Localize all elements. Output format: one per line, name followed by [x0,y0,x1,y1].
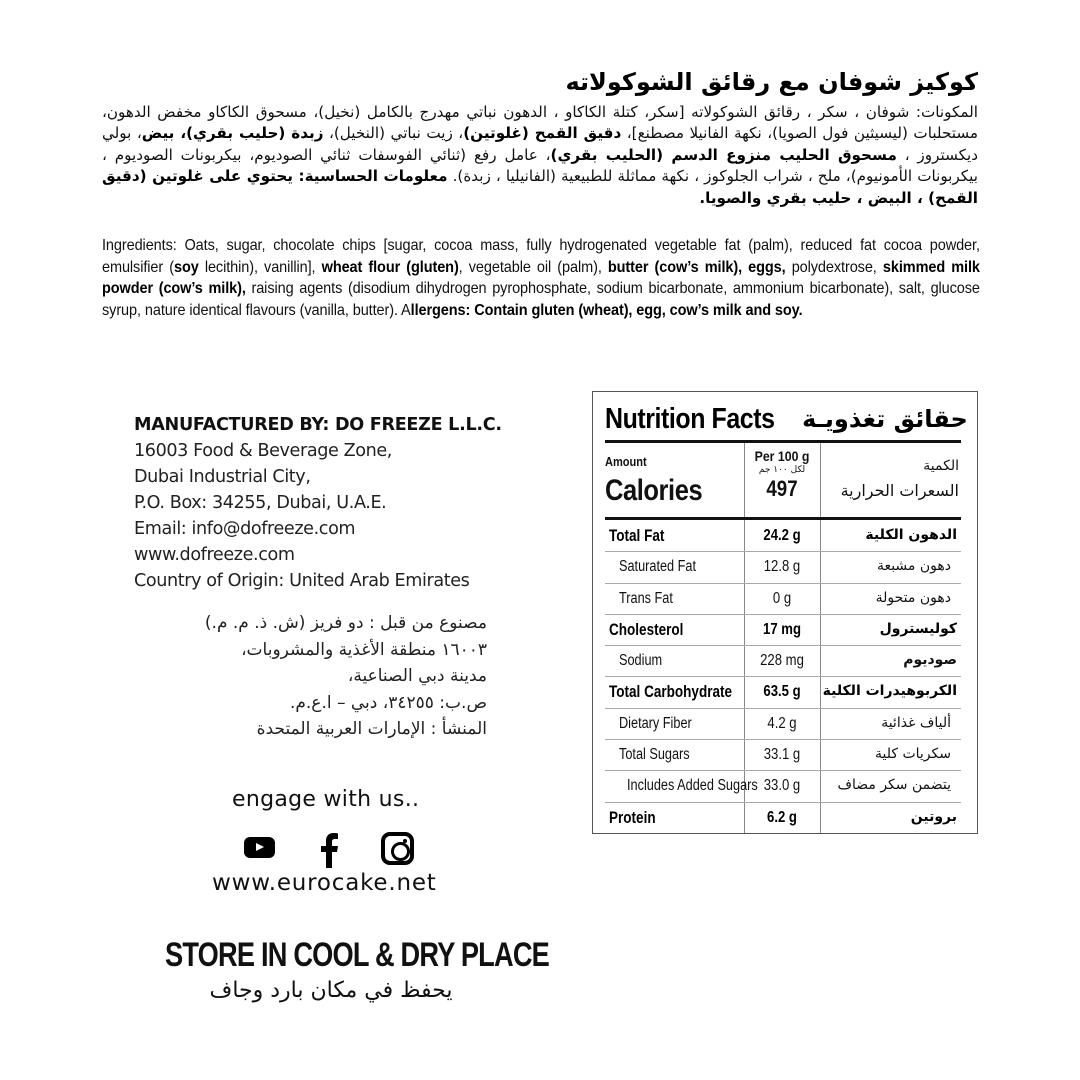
allergens-en: llergens: Contain gluten (wheat), egg, cow’s milk and soy. [410,301,803,319]
ingredients-ar-text: ، عامل رفع (ثنائي الفوسفات ثنائي الصوديوم، بيكربونات الصوديوم ، بيكربونات الأمونيوم)، ملح ، شراب الجلوكوز ، نكهة مماثلة للطبيعية (الفانيليا ، زبدة). [102,145,978,186]
manufacturer-ar-line: ص.ب: ٣٤٢٥٥، دبي – ا.ع.م. [289,692,487,713]
ingredients-ar-allergen: مسحوق الحليب منزوع الدسم (الحليب بقري) [550,145,897,164]
nutrient-row-dietary-fiber [605,709,961,740]
manufacturer-ar-line: مصنوع من قبل : دو فريز (ش. ذ. م. م.) [204,613,487,633]
youtube-icon [244,837,275,858]
manufacturer-ar-line: ١٦٠٠٣ منطقة الأغذية والمشروبات، [241,639,487,660]
ingredients-ar-text: المكونات: شوفان ، سكر ، رقائق الشوكولاته [سكر، كتلة الكاكاو ، الدهون نباتي مهدرج بالكامل (نخيل)، مسحوق الكاكاو مخفض الدهون، مستحلبات (ليسيثين فول الصويا)، نكهة الفانيلا مصطنع]، [102,103,979,143]
nutrient-value: 33.0 g [763,777,801,795]
ingredients-en-allergen: skimmed milk powder (cow’s milk), [102,258,980,297]
nutrient-row-added-sugars [605,771,961,802]
nutrient-name-en: Includes Added Sugars [627,777,758,795]
nutrient-value: 6.2 g [767,808,797,826]
nutrition-title-ar: حقائق تغذويـة [802,405,968,433]
nutrient-name-en: Cholesterol [609,620,684,639]
nutrient-row-total-fat [605,521,961,552]
ingredients-en-text: raising agents (disodium dihydrogen pyrophosphate, sodium bicarbonate, ammonium bicarbonate), salt, glucose syrup, nature identical flavours (vanilla, butter). A [102,280,980,319]
website-line: www.dofreeze.com [134,545,295,565]
nutrient-name-en: Total Sugars [619,746,690,764]
nutrient-row-cholesterol [605,615,961,646]
nutrient-name-ar: بروتين [910,808,957,825]
nutrient-row-protein [605,803,961,834]
calories-label-en: Calories [605,474,703,507]
ingredients-en-text: , vegetable oil (palm), [458,258,608,276]
nutrient-value: 17 mg [763,620,801,638]
nutrient-value: 33.1 g [763,746,801,764]
nutrient-row-saturated-fat [605,552,961,583]
nutrient-name-ar: ألياف غذائية [881,714,951,731]
divider-thick [605,440,961,443]
nutrient-row-total-sugars [605,740,961,771]
nutrient-row-sodium [605,646,961,677]
engage-label: engage with us.. [232,787,420,812]
nutrient-name-en: Dietary Fiber [619,714,692,732]
manufacturer-ar-line: المنشأ : الإمارات العربية المتحدة [256,719,487,739]
email-line: Email: info@dofreeze.com [134,519,356,539]
nutrient-name-en: Total Carbohydrate [609,683,733,702]
ingredients-ar-text: ، بولي ديكستروز ، [102,124,978,164]
nutrient-name-en: Total Fat [609,527,665,545]
ingredients-en-text: lecithin), vanillin], [198,258,322,276]
nutrient-name-ar: سكريات كلية [874,746,951,763]
serving-basis-en: Per 100 g [754,448,810,464]
nutrient-value: 63.5 g [763,683,801,701]
nutrient-name-ar: الكربوهيدرات الكلية [822,683,957,700]
nutrient-name-en: Protein [609,808,656,827]
ingredients-en-allergen: wheat flour (gluten) [321,258,459,276]
nutrient-name-en: Trans Fat [619,589,673,607]
nutrient-value: 24.2 g [763,527,801,544]
ingredients-ar-allergen: دقيق القمح (غلوتين) [463,124,622,143]
nutrient-value: 4.2 g [767,714,797,732]
nutrient-name-ar: دهون متحولة [875,589,951,606]
nutrient-row-trans-fat [605,584,961,615]
ingredients-en-text: Ingredients: Oats, sugar, chocolate chips [sugar, cocoa mass, fully hydrogenated vegetable fat (palm), reduced fat cocoa powder, emulsifier ( [102,237,980,276]
nutrient-row-total-carbohydrate [605,677,961,708]
nutrient-name-ar: كوليسترول [879,620,957,637]
address-line: P.O. Box: 34255, Dubai, U.A.E. [134,493,387,513]
ingredients-en-text: polydextrose, [785,258,883,276]
ingredients-arabic [102,102,978,209]
instagram-icon [381,832,414,865]
nutrient-name-en: Sodium [619,652,663,670]
nutrient-value: 0 g [772,589,792,607]
nutrition-title-en: Nutrition Facts [605,402,775,435]
manufacturer-block-arabic [135,610,487,743]
divider-thick [605,517,961,520]
facebook-icon [318,832,340,868]
manufacturer-ar-line: مدينة دبي الصناعية، [347,666,487,686]
ingredients-en-allergen: butter (cow’s milk), eggs, [607,258,786,276]
country-of-origin: Country of Origin: United Arab Emirates [134,571,470,591]
nutrient-value: 228 mg [760,652,804,670]
nutrient-name-ar: دهون مشبعة [876,558,951,575]
amount-label-ar: الكمية [923,458,959,474]
nutrient-name-ar: يتضمن سكر مضاف [837,777,951,794]
manufacturer-block [134,412,502,594]
nutrition-header [605,398,968,440]
website-link[interactable]: www.eurocake.net [212,870,437,896]
amount-label-en: Amount [605,454,647,469]
product-title-arabic: كوكيز شوفان مع رقائق الشوكولاته [565,68,978,96]
nutrient-name-en: Saturated Fat [619,558,697,576]
address-line: 16003 Food & Beverage Zone, [134,441,392,461]
nutrient-name-ar: الدهون الكلية [865,527,957,543]
nutrition-facts-panel [592,391,978,834]
ingredients-en-allergen: soy [173,258,199,276]
storage-instruction-ar: يحفظ في مكان بارد وجاف [209,978,453,1003]
calories-value: 497 [766,476,798,501]
manufacturer-title: MANUFACTURED BY: DO FREEZE L.L.C. [134,415,502,435]
allergens-ar: معلومات الحساسية: يحتوي على غلوتين (دقيق القمح) ، البيض ، حليب بقري والصويا. [102,167,978,207]
nutrient-value: 12.8 g [763,558,801,576]
ingredients-ar-allergen: زبدة (حليب بقري)، بيض [141,124,324,143]
nutrient-rows [605,521,961,834]
calories-label-ar: السعرات الحرارية [840,481,959,500]
nutrient-name-ar: صوديوم [903,652,957,669]
storage-instruction-en: STORE IN COOL & DRY PLACE [165,936,550,974]
address-line: Dubai Industrial City, [134,467,311,487]
ingredients-english [102,235,980,321]
serving-basis-ar: لكل ١٠٠ جم [758,465,806,475]
ingredients-ar-text: ، زيت نباتي (النخيل)، [323,124,464,143]
